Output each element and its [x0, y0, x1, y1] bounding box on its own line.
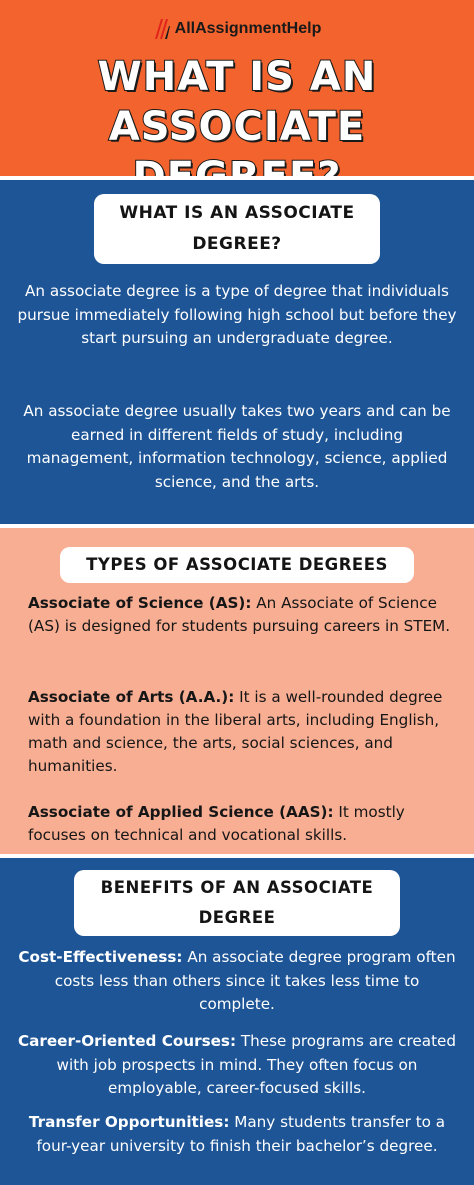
section-heading: TYPES OF ASSOCIATE DEGREES [60, 547, 414, 583]
list-item [17, 1111, 457, 1158]
section-heading-line2: DEGREE [198, 908, 276, 927]
section-heading-line1: BENEFITS OF AN ASSOCIATE [100, 878, 374, 897]
section-heading [94, 194, 380, 264]
item-label: Cost-Effectiveness: [18, 948, 183, 966]
list-item [17, 1030, 457, 1101]
item-text: An Associate of Science (AS) is designed for students pursuing careers in STEM. [28, 594, 451, 635]
paragraph: An associate degree usually takes two years and can be earned in different fields of study, including management, information technology, science, applied science, and the arts. [23, 402, 451, 491]
section-heading-line1: WHAT IS AN ASSOCIATE [119, 203, 355, 223]
paragraph: An associate degree is a type of degree that individuals pursue immediately following high school but before they start pursuing an undergraduate degree. [17, 282, 457, 347]
item-label: Associate of Arts (A.A.): [28, 688, 235, 706]
list-item [17, 946, 457, 1017]
item-text: These programs are created with job prospects in mind. They often focus on employable, career-focused skills. [56, 1032, 457, 1097]
brand-logo-text: AllAssignmentHelp [174, 20, 322, 37]
section-heading [74, 870, 400, 936]
section-what-is [0, 180, 474, 524]
list-item [28, 592, 458, 638]
list-item [28, 686, 458, 778]
brand-logo-icon [153, 18, 171, 40]
page-title-line1: WHAT IS AN [97, 54, 377, 100]
item-text: An associate degree program often costs less than others since it takes less time to complete. [54, 948, 456, 1013]
item-label: Associate of Science (AS): [28, 594, 252, 612]
item-label: Transfer Opportunities: [28, 1113, 230, 1131]
section-heading-line2: DEGREE? [192, 234, 282, 254]
item-label: Associate of Applied Science (AAS): [28, 803, 334, 821]
section-benefits [0, 858, 474, 1185]
header-banner [0, 0, 474, 176]
item-label: Career-Oriented Courses: [17, 1032, 237, 1050]
page-title-line2: ASSOCIATE [108, 104, 366, 150]
item-text: It is a well-rounded degree with a foundation in the liberal arts, including English, math and science, the arts, social sciences, and humanities. [28, 688, 443, 775]
item-text: Many students transfer to a four-year university to finish their bachelor’s degree. [36, 1113, 446, 1155]
brand-logo[interactable] [0, 14, 474, 44]
section-types [0, 528, 474, 854]
list-item [28, 801, 458, 847]
item-text: It mostly focuses on technical and vocational skills. [28, 803, 405, 844]
